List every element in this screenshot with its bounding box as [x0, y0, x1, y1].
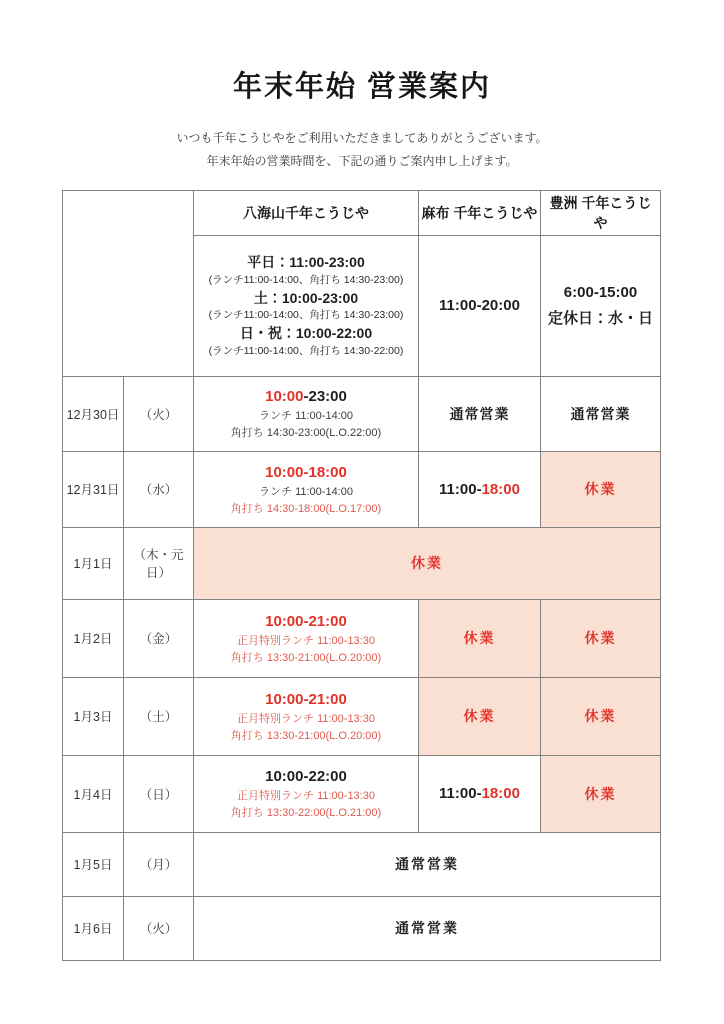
toyosu-cell: 通常営業 — [541, 376, 661, 451]
day-cell: （水） — [124, 451, 194, 527]
hours-lunch: 正月特別ランチ 11:00-13:30 — [237, 634, 375, 647]
hours-main: 10:00-21:00 — [265, 690, 347, 708]
hours-kakuuchi: 角打ち 13:30-21:00(L.O.20:00) — [230, 651, 382, 664]
date-cell: 12月30日 — [63, 376, 124, 451]
toyosu-closed-days-text: 定休日：水・日 — [547, 309, 653, 327]
azabu-cell: 通常営業 — [419, 376, 541, 451]
all-locations-closed-cell: 休業 — [194, 527, 661, 599]
toyosu-hours-text: 6:00-15:00 — [563, 284, 638, 302]
day-cell: （木・元日） — [124, 527, 194, 599]
hakkaisan-sunday-hours: 日・祝：10:00-22:00 — [239, 325, 373, 342]
greeting-line-2: 年末年始の営業時間を、下記の通りご案内申し上げます。 — [206, 153, 518, 168]
date-cell: 1月1日 — [63, 527, 124, 599]
hours-lunch: ランチ 11:00-14:00 — [259, 485, 353, 498]
hakkaisan-cell — [194, 599, 419, 677]
azabu-hours-text: 11:00-20:00 — [439, 296, 520, 314]
date-cell: 1月5日 — [63, 832, 124, 896]
hakkaisan-weekday-detail: (ランチ11:00-14:00、角打ち 14:30-23:00) — [208, 273, 404, 286]
table-row-jan4 — [63, 755, 661, 832]
location-header-azabu: 麻布 千年こうじや — [419, 190, 541, 235]
table-row-jan2 — [63, 599, 661, 677]
location-header-toyosu: 豊洲 千年こうじや — [541, 190, 661, 235]
hours-main: 11:00-18:00 — [439, 785, 520, 803]
hours-main: 10:00-22:00 — [265, 768, 347, 786]
azabu-cell — [419, 451, 541, 527]
table-row-jan5 — [63, 832, 661, 896]
azabu-cell-closed: 休業 — [419, 677, 541, 755]
hakkaisan-weekday-hours: 平日：11:00-23:00 — [247, 254, 365, 271]
location-header-hakkaisan: 八海山千年こうじや — [194, 190, 419, 235]
date-cell: 1月4日 — [63, 755, 124, 832]
table-row-jan1 — [63, 527, 661, 599]
all-locations-open-cell: 通常営業 — [194, 832, 661, 896]
regular-hours-azabu — [419, 235, 541, 376]
hakkaisan-cell — [194, 755, 419, 832]
table-row-jan6 — [63, 896, 661, 960]
hours-kakuuchi: 角打ち 14:30-18:00(L.O.17:00) — [230, 502, 382, 515]
toyosu-cell-closed: 休業 — [541, 677, 661, 755]
day-cell: （月） — [124, 832, 194, 896]
toyosu-cell-closed: 休業 — [541, 755, 661, 832]
hours-kakuuchi: 角打ち 14:30-23:00(L.O.22:00) — [230, 427, 382, 440]
toyosu-cell-closed: 休業 — [541, 451, 661, 527]
table-row-dec31 — [63, 451, 661, 527]
corner-cell — [63, 190, 194, 376]
hakkaisan-cell — [194, 677, 419, 755]
table-row-dec30 — [63, 376, 661, 451]
hakkaisan-saturday-detail: (ランチ11:00-14:00、角打ち 14:30-23:00) — [208, 309, 404, 322]
day-cell: （金） — [124, 599, 194, 677]
hours-lunch: 正月特別ランチ 11:00-13:30 — [237, 712, 375, 725]
hakkaisan-cell — [194, 376, 419, 451]
day-cell: （火） — [124, 376, 194, 451]
regular-hours-toyosu — [541, 235, 661, 376]
toyosu-cell-closed: 休業 — [541, 599, 661, 677]
hakkaisan-saturday-hours: 土：10:00-23:00 — [253, 289, 359, 306]
date-cell: 1月3日 — [63, 677, 124, 755]
azabu-cell — [419, 755, 541, 832]
day-cell: （日） — [124, 755, 194, 832]
day-cell: （火） — [124, 896, 194, 960]
hours-main: 10:00-23:00 — [265, 388, 347, 406]
hours-main: 10:00-21:00 — [265, 612, 347, 630]
hakkaisan-cell — [194, 451, 419, 527]
hours-kakuuchi: 角打ち 13:30-22:00(L.O.21:00) — [230, 807, 382, 820]
all-locations-open-cell: 通常営業 — [194, 896, 661, 960]
azabu-cell-closed: 休業 — [419, 599, 541, 677]
date-cell: 1月6日 — [63, 896, 124, 960]
regular-hours-hakkaisan — [194, 235, 419, 376]
hours-main: 10:00-18:00 — [265, 463, 347, 481]
greeting-block — [0, 127, 724, 173]
hours-table — [62, 190, 661, 961]
hours-kakuuchi: 角打ち 13:30-21:00(L.O.20:00) — [230, 729, 382, 742]
hours-main: 11:00-18:00 — [439, 480, 520, 498]
hours-lunch: 正月特別ランチ 11:00-13:30 — [237, 790, 375, 803]
day-cell: （土） — [124, 677, 194, 755]
table-row-jan3 — [63, 677, 661, 755]
hours-lunch: ランチ 11:00-14:00 — [259, 410, 353, 423]
hakkaisan-sunday-detail: (ランチ11:00-14:00、角打ち 14:30-22:00) — [208, 344, 404, 357]
date-cell: 12月31日 — [63, 451, 124, 527]
date-cell: 1月2日 — [63, 599, 124, 677]
header-row-locations — [63, 190, 661, 235]
page-title: 年末年始 営業案内 — [232, 71, 492, 103]
greeting-line-1: いつも千年こうじやをご利用いただきましてありがとうございます。 — [176, 131, 548, 145]
